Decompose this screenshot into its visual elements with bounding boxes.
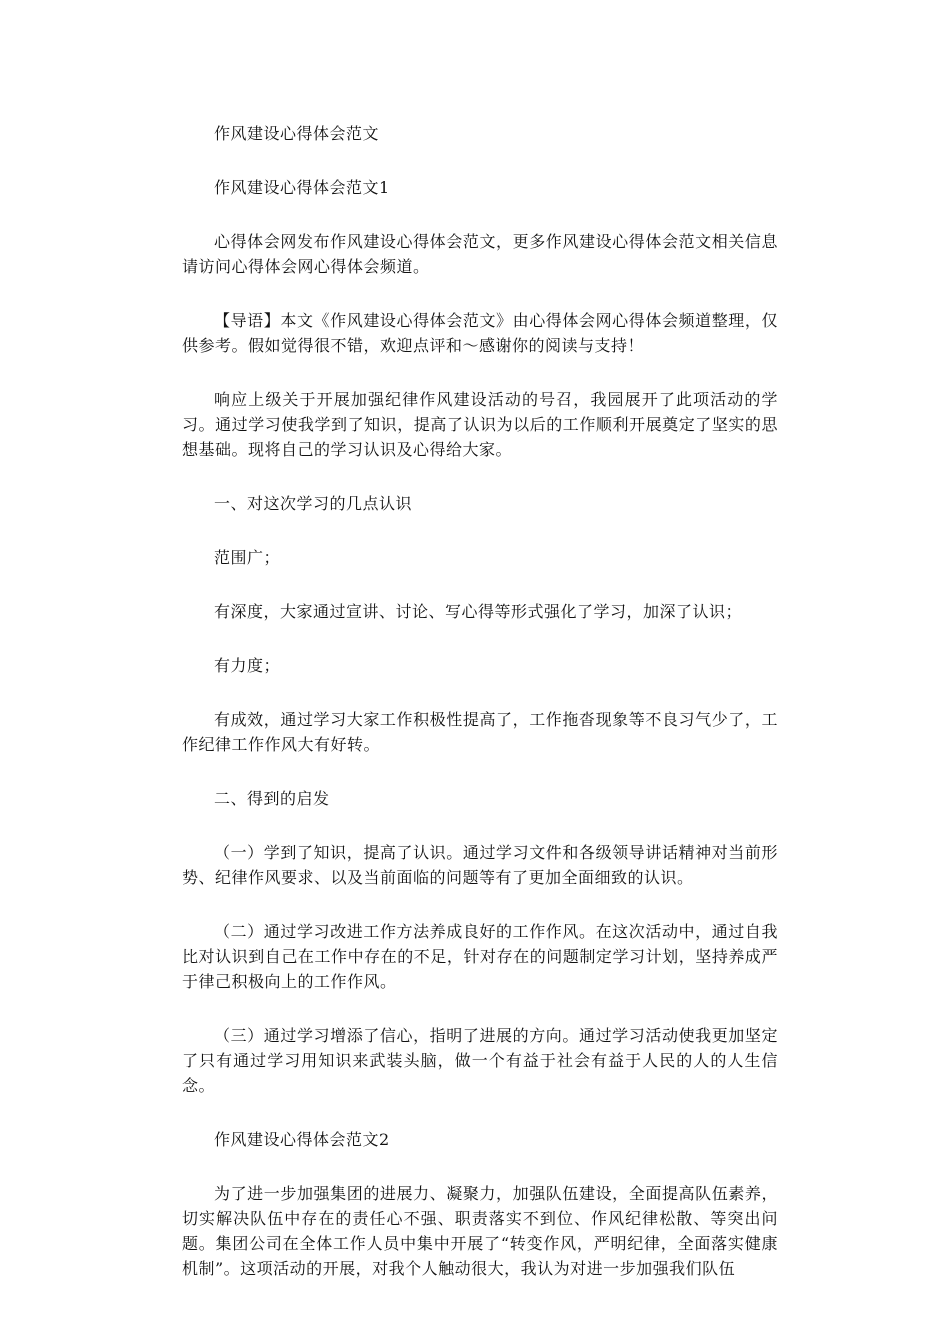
section-heading-1: 作风建设心得体会范文1 — [214, 178, 390, 197]
paragraph: 有深度，大家通过宣讲、讨论、写心得等形式强化了学习，加深了认识； — [214, 602, 743, 621]
paragraph: 【导语】本文《作风建设心得体会范文》由心得体会网心得体会频道整理，仅供参考。假如觉得很不错，欢迎点评和～感谢你的阅读与支持！ — [182, 311, 778, 355]
document-title: 作风建设心得体会范文 — [214, 124, 380, 143]
paragraph: （一）学到了知识，提高了认识。通过学习文件和各级领导讲话精神对当前形势、纪律作风要求、以及当前面临的问题等有了更加全面细致的认识。 — [182, 843, 778, 887]
paragraph: （三）通过学习增添了信心，指明了进展的方向。通过学习活动使我更加坚定了只有通过学习用知识来武装头脑，做一个有益于社会有益于人民的人的人生信念。 — [182, 1026, 778, 1095]
paragraph: 为了进一步加强集团的进展力、凝聚力，加强队伍建设，全面提高队伍素养，切实解决队伍中存在的责任心不强、职责落实不到位、作风纪律松散、等突出问题。集团公司在全体工作人员中集中开展了“转变作风，严明纪律，全面落实健康机制”。这项活动的开展，对我个人触动很大，我认为对进一步加强我们队伍 — [182, 1184, 778, 1278]
section-heading-2: 作风建设心得体会范文2 — [214, 1130, 390, 1149]
subheading: 一、对这次学习的几点认识 — [214, 494, 413, 513]
subheading: 二、得到的启发 — [214, 789, 330, 808]
document-body — [182, 121, 778, 1310]
paragraph: 有成效，通过学习大家工作积极性提高了，工作拖沓现象等不良习气少了，工作纪律工作作风大有好转。 — [182, 710, 778, 754]
paragraph: （二）通过学习改进工作方法养成良好的工作作风。在这次活动中，通过自我比对认识到自己在工作中存在的不足，针对存在的问题制定学习计划，坚持养成严于律己积极向上的工作作风。 — [182, 922, 778, 991]
paragraph: 范围广； — [214, 548, 281, 567]
paragraph: 有力度； — [214, 656, 281, 675]
paragraph: 响应上级关于开展加强纪律作风建设活动的号召，我园展开了此项活动的学习。通过学习使我学到了知识，提高了认识为以后的工作顺利开展奠定了坚实的思想基础。现将自己的学习认识及心得给大家。 — [182, 390, 778, 459]
paragraph: 心得体会网发布作风建设心得体会范文，更多作风建设心得体会范文相关信息请访问心得体会网心得体会频道。 — [182, 232, 778, 276]
